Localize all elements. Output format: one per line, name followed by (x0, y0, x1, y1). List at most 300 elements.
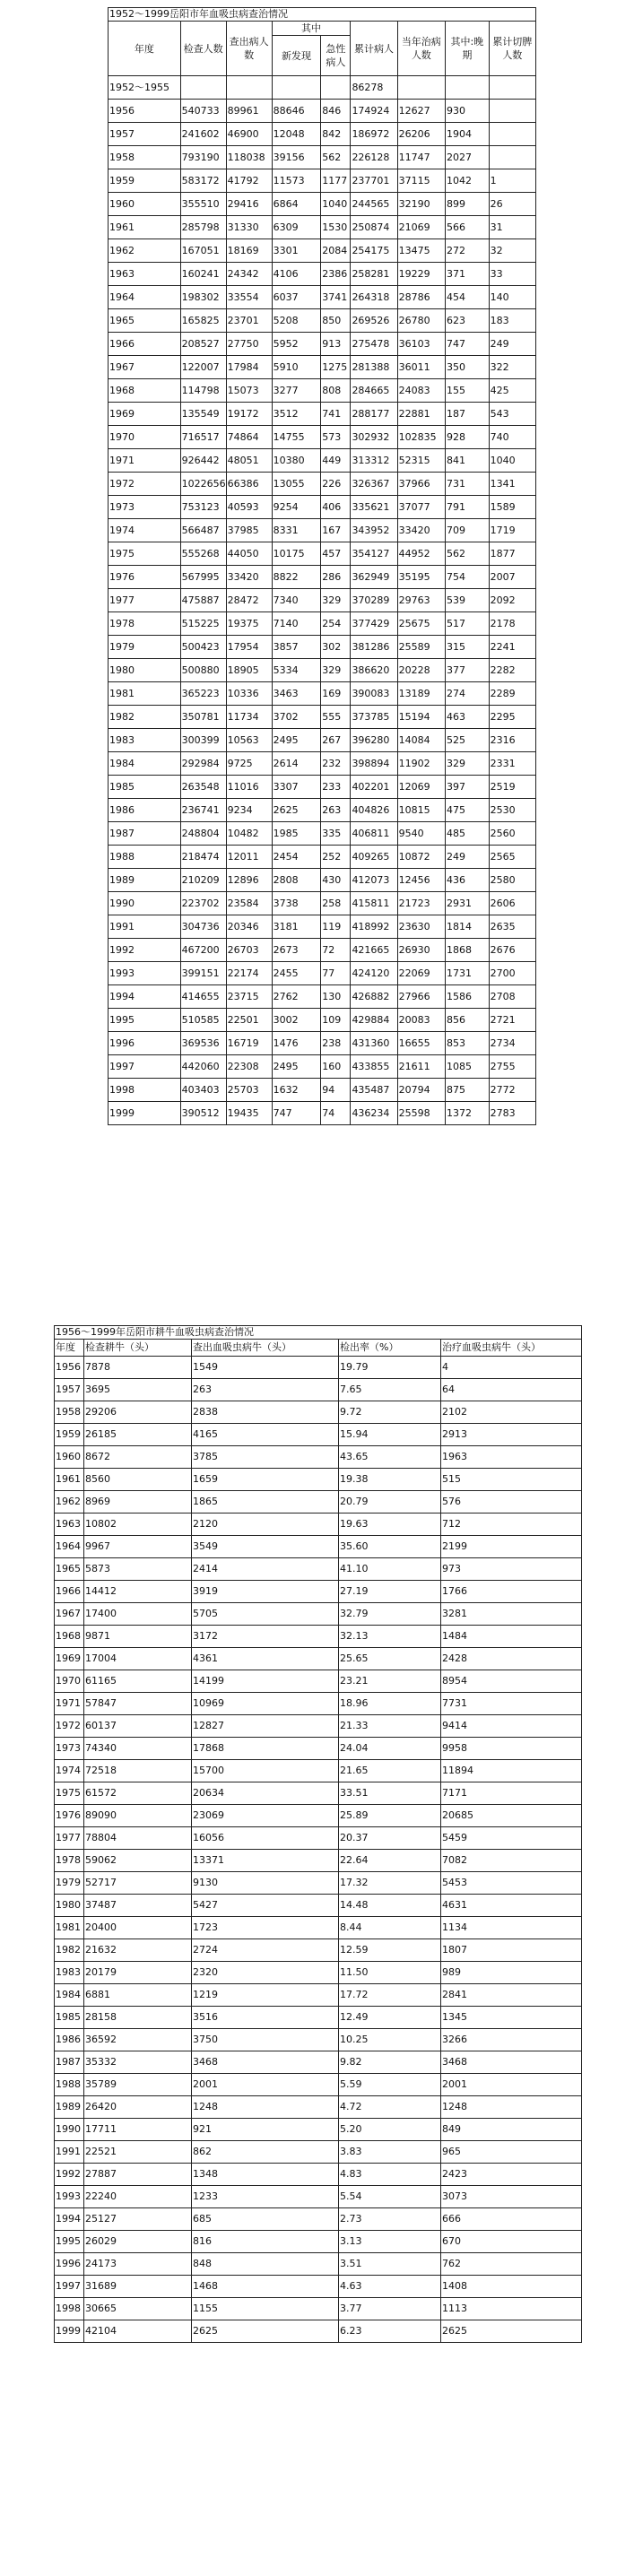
table-cell: 88646 (272, 100, 321, 123)
table-cell: 1962 (55, 1491, 84, 1514)
table-cell: 12827 (192, 1715, 339, 1738)
table-cell: 3919 (192, 1581, 339, 1603)
table-cell: 3281 (441, 1603, 582, 1626)
table-cell: 1956 (109, 100, 181, 123)
table-row (109, 239, 536, 263)
table-cell: 567995 (180, 566, 226, 589)
table-cell: 236741 (180, 799, 226, 822)
table-cell: 1632 (272, 1079, 321, 1102)
table-cell: 846 (321, 100, 351, 123)
table-row (109, 100, 536, 123)
table-cell: 540733 (180, 100, 226, 123)
table-cell (226, 76, 272, 100)
table-cell: 1372 (446, 1102, 490, 1125)
table-cell: 174924 (351, 100, 397, 123)
table-row (55, 1805, 582, 1827)
table1-caption: 1952～1999岳阳市年血吸虫病查治情况 (109, 8, 536, 22)
table-cell: 1040 (489, 449, 535, 473)
table-cell: 1983 (55, 1962, 84, 1984)
table-cell: 119 (321, 915, 351, 939)
table-cell: 2734 (489, 1032, 535, 1055)
table-row (109, 985, 536, 1009)
table-cell: 1973 (109, 496, 181, 519)
table-cell: 1998 (109, 1079, 181, 1102)
table-cell: 1972 (109, 473, 181, 496)
table-row (109, 146, 536, 169)
table-cell: 241602 (180, 123, 226, 146)
table-cell: 17984 (226, 356, 272, 379)
table-cell (489, 76, 535, 100)
table-cell: 3549 (192, 1536, 339, 1558)
table-cell: 35.60 (339, 1536, 441, 1558)
table-cell: 1275 (321, 356, 351, 379)
table-cell: 13189 (397, 682, 445, 706)
table-cell: 1989 (55, 2096, 84, 2119)
table-cell: 1983 (109, 729, 181, 752)
table-cell: 5427 (192, 1895, 339, 1917)
table-cell: 1963 (55, 1514, 84, 1536)
table-cell: 23701 (226, 309, 272, 333)
table-cell: 2282 (489, 659, 535, 682)
table-cell: 576 (441, 1491, 582, 1514)
table-cell: 19435 (226, 1102, 272, 1125)
table-cell: 8672 (84, 1446, 192, 1469)
table-cell: 371 (446, 263, 490, 286)
table-cell: 26 (489, 193, 535, 216)
table-cell: 1022656 (180, 473, 226, 496)
table-row (109, 799, 536, 822)
table-row (109, 962, 536, 985)
table-cell: 2316 (489, 729, 535, 752)
table-cell: 566 (446, 216, 490, 239)
table-cell: 29763 (397, 589, 445, 612)
table-cell: 670 (441, 2231, 582, 2253)
table-cell: 21632 (84, 1939, 192, 1962)
table-cell: 25675 (397, 612, 445, 636)
table-row (109, 915, 536, 939)
table-row (109, 846, 536, 869)
table-row (55, 1782, 582, 1805)
table-row (55, 1648, 582, 1670)
header-treated-cattle: 治疗血吸虫病牛（头） (441, 1340, 582, 1357)
table-cell: 973 (441, 1558, 582, 1581)
table-cell: 2625 (441, 2320, 582, 2343)
table-cell: 1966 (55, 1581, 84, 1603)
table-cell: 25.65 (339, 1648, 441, 1670)
table-cell: 3857 (272, 636, 321, 659)
table-row (109, 356, 536, 379)
table-cell: 226128 (351, 146, 397, 169)
table-cell: 24342 (226, 263, 272, 286)
table-cell: 1040 (321, 193, 351, 216)
table-cell: 44050 (226, 542, 272, 566)
table-row (55, 2119, 582, 2141)
table-row (109, 76, 536, 100)
table-cell: 429884 (351, 1009, 397, 1032)
table-cell: 22240 (84, 2186, 192, 2208)
table-row (109, 1032, 536, 1055)
table-cell: 436234 (351, 1102, 397, 1125)
table-cell: 26930 (397, 939, 445, 962)
table-cell: 12.49 (339, 2007, 441, 2029)
table-cell: 406 (321, 496, 351, 519)
table-cell: 329 (446, 752, 490, 776)
table-cell: 140 (489, 286, 535, 309)
table-cell: 248804 (180, 822, 226, 846)
table-cell: 2455 (272, 962, 321, 985)
table-cell: 373785 (351, 706, 397, 729)
table-cell: 9871 (84, 1626, 192, 1648)
table-cell: 515 (441, 1469, 582, 1491)
table-cell: 2931 (446, 892, 490, 915)
table-cell: 326367 (351, 473, 397, 496)
table-cell: 7340 (272, 589, 321, 612)
header-acute: 急性病人 (321, 36, 351, 76)
table-cell: 3741 (321, 286, 351, 309)
table-cell: 4.72 (339, 2096, 441, 2119)
table-cell: 1963 (109, 263, 181, 286)
table-cell: 3181 (272, 915, 321, 939)
table-row (55, 1984, 582, 2007)
table-cell: 1549 (192, 1357, 339, 1379)
table-cell: 3738 (272, 892, 321, 915)
table-row (55, 1536, 582, 1558)
table-cell: 43.65 (339, 1446, 441, 1469)
table-cell: 421665 (351, 939, 397, 962)
table-cell: 848 (192, 2253, 339, 2276)
table-cell: 22521 (84, 2141, 192, 2164)
table-cell: 762 (441, 2253, 582, 2276)
table-cell: 7082 (441, 1850, 582, 1872)
table-cell: 19.38 (339, 1469, 441, 1491)
table-cell: 965 (441, 2141, 582, 2164)
table-cell: 15.94 (339, 1424, 441, 1446)
table-cell: 1976 (55, 1805, 84, 1827)
table-cell: 26420 (84, 2096, 192, 2119)
table-cell: 1877 (489, 542, 535, 566)
table-cell: 1999 (55, 2320, 84, 2343)
table-row (55, 2208, 582, 2231)
table-cell: 475 (446, 799, 490, 822)
table-row (55, 1827, 582, 1850)
table-cell: 2783 (489, 1102, 535, 1125)
table-cell: 254175 (351, 239, 397, 263)
table-cell: 14199 (192, 1670, 339, 1693)
table-cell: 2772 (489, 1079, 535, 1102)
table-cell: 1986 (55, 2029, 84, 2051)
table-cell: 418992 (351, 915, 397, 939)
table-cell: 2120 (192, 1514, 339, 1536)
table-cell: 25589 (397, 636, 445, 659)
table-cell: 1982 (109, 706, 181, 729)
table-cell: 390512 (180, 1102, 226, 1125)
table-cell: 313312 (351, 449, 397, 473)
table-cell: 20634 (192, 1782, 339, 1805)
table-cell: 1981 (109, 682, 181, 706)
table-row (55, 1850, 582, 1872)
table-cell: 263 (321, 799, 351, 822)
table-cell: 37487 (84, 1895, 192, 1917)
table-cell: 258281 (351, 263, 397, 286)
table-cell: 1952～1955 (109, 76, 181, 100)
table-cell: 685 (192, 2208, 339, 2231)
table-cell: 2913 (441, 1424, 582, 1446)
table-cell: 1967 (109, 356, 181, 379)
table-row (109, 333, 536, 356)
table-cell: 4165 (192, 1424, 339, 1446)
table-row (109, 892, 536, 915)
table-cell: 302 (321, 636, 351, 659)
table-cell: 2721 (489, 1009, 535, 1032)
table-cell: 3702 (272, 706, 321, 729)
table-row (109, 496, 536, 519)
table-cell: 233 (321, 776, 351, 799)
table-cell: 12048 (272, 123, 321, 146)
table-row (55, 2231, 582, 2253)
table-row (109, 403, 536, 426)
table-cell: 94 (321, 1079, 351, 1102)
table-cell: 36011 (397, 356, 445, 379)
table-row (109, 1079, 536, 1102)
table-cell: 27750 (226, 333, 272, 356)
table-cell: 5334 (272, 659, 321, 682)
table-cell: 22.64 (339, 1850, 441, 1872)
table-cell: 198302 (180, 286, 226, 309)
table-cell: 13475 (397, 239, 445, 263)
table-cell: 1957 (109, 123, 181, 146)
table-cell: 816 (192, 2231, 339, 2253)
table-row (109, 939, 536, 962)
table-cell: 517 (446, 612, 490, 636)
table-cell: 1977 (55, 1827, 84, 1850)
table-cell: 390083 (351, 682, 397, 706)
table-cell: 1990 (55, 2119, 84, 2141)
table-cell: 10336 (226, 682, 272, 706)
table-cell: 1980 (109, 659, 181, 682)
table-cell: 9234 (226, 799, 272, 822)
table-cell: 135549 (180, 403, 226, 426)
table-cell: 59062 (84, 1850, 192, 1872)
table-cell: 11016 (226, 776, 272, 799)
table-cell: 1085 (446, 1055, 490, 1079)
table-cell: 1988 (109, 846, 181, 869)
table-cell: 89090 (84, 1805, 192, 1827)
table-row (55, 1715, 582, 1738)
table-row (109, 612, 536, 636)
table-cell: 1969 (55, 1648, 84, 1670)
table-cell: 160241 (180, 263, 226, 286)
table-cell: 928 (446, 426, 490, 449)
table-cell: 22069 (397, 962, 445, 985)
table-cell: 1976 (109, 566, 181, 589)
table-row (55, 2186, 582, 2208)
table-cell: 2414 (192, 1558, 339, 1581)
table-cell: 9254 (272, 496, 321, 519)
table-cell: 2428 (441, 1648, 582, 1670)
table-cell: 2625 (272, 799, 321, 822)
table-cell: 9414 (441, 1715, 582, 1738)
table-cell: 30665 (84, 2298, 192, 2320)
table-row (55, 1491, 582, 1514)
table-cell: 17400 (84, 1603, 192, 1626)
table-cell: 1974 (109, 519, 181, 542)
table-cell: 1248 (441, 2096, 582, 2119)
table-row (109, 542, 536, 566)
table-cell: 258 (321, 892, 351, 915)
table-cell: 1586 (446, 985, 490, 1009)
table-cell: 19229 (397, 263, 445, 286)
table-cell: 244565 (351, 193, 397, 216)
table-cell: 1995 (55, 2231, 84, 2253)
table-cell: 1984 (55, 1984, 84, 2007)
table-cell: 23715 (226, 985, 272, 1009)
table-cell: 18905 (226, 659, 272, 682)
table-cell: 35195 (397, 566, 445, 589)
table-cell: 2614 (272, 752, 321, 776)
table-cell: 17.72 (339, 1984, 441, 2007)
table-cell: 26029 (84, 2231, 192, 2253)
table-cell: 7731 (441, 1693, 582, 1715)
table-cell: 402201 (351, 776, 397, 799)
table-cell: 1997 (109, 1055, 181, 1079)
table-cell: 31330 (226, 216, 272, 239)
table-cell: 9540 (397, 822, 445, 846)
table-cell: 403403 (180, 1079, 226, 1102)
table-cell: 377429 (351, 612, 397, 636)
table-cell: 187 (446, 403, 490, 426)
table-row (109, 449, 536, 473)
table-cell: 1970 (55, 1670, 84, 1693)
table-cell: 8.44 (339, 1917, 441, 1939)
table-cell: 1960 (55, 1446, 84, 1469)
table-cell: 1967 (55, 1603, 84, 1626)
table-cell: 25598 (397, 1102, 445, 1125)
table-cell: 5910 (272, 356, 321, 379)
table-cell: 583172 (180, 169, 226, 193)
table-cell: 4631 (441, 1895, 582, 1917)
table-cell: 118038 (226, 146, 272, 169)
table-cell: 1968 (109, 379, 181, 403)
table-cell: 1973 (55, 1738, 84, 1760)
table-cell: 1961 (109, 216, 181, 239)
table-cell: 397 (446, 776, 490, 799)
table-cell: 793190 (180, 146, 226, 169)
table-cell: 386620 (351, 659, 397, 682)
table-cell: 2580 (489, 869, 535, 892)
table-cell: 19.79 (339, 1357, 441, 1379)
table-cell: 267 (321, 729, 351, 752)
table-cell (489, 146, 535, 169)
table-cell: 6881 (84, 1984, 192, 2007)
header-year: 年度 (55, 1340, 84, 1357)
table-cell: 10969 (192, 1693, 339, 1715)
table-cell: 3468 (192, 2051, 339, 2074)
table-cell: 3695 (84, 1379, 192, 1401)
table-cell: 302932 (351, 426, 397, 449)
table-cell: 21.65 (339, 1760, 441, 1782)
table-cell: 16655 (397, 1032, 445, 1055)
table-cell: 5.20 (339, 2119, 441, 2141)
table-cell: 1984 (109, 752, 181, 776)
table-cell: 208527 (180, 333, 226, 356)
table-cell: 3516 (192, 2007, 339, 2029)
table-cell: 167 (321, 519, 351, 542)
table-row (109, 1009, 536, 1032)
table-row (55, 2051, 582, 2074)
table-row (55, 1469, 582, 1491)
table-cell: 454 (446, 286, 490, 309)
table-cell: 17868 (192, 1738, 339, 1760)
table-cell: 2838 (192, 1401, 339, 1424)
table-cell: 4 (441, 1357, 582, 1379)
table-cell: 1964 (55, 1536, 84, 1558)
table-cell: 1766 (441, 1581, 582, 1603)
table-cell: 10380 (272, 449, 321, 473)
table-cell: 155 (446, 379, 490, 403)
table-cell: 7.65 (339, 1379, 441, 1401)
table-cell: 122007 (180, 356, 226, 379)
table-row (55, 2253, 582, 2276)
table-cell: 61572 (84, 1782, 192, 1805)
table-cell: 350 (446, 356, 490, 379)
table-cell: 286 (321, 566, 351, 589)
table-cell: 304736 (180, 915, 226, 939)
table-cell: 396280 (351, 729, 397, 752)
header-group: 其中 (272, 22, 351, 36)
table-cell: 4106 (272, 263, 321, 286)
table-row (109, 426, 536, 449)
table-row (109, 566, 536, 589)
table-cell: 2289 (489, 682, 535, 706)
table-cell: 2199 (441, 1536, 582, 1558)
table-cell: 399151 (180, 962, 226, 985)
table-cell: 716517 (180, 426, 226, 449)
table-cell: 226 (321, 473, 351, 496)
table-cell: 3750 (192, 2029, 339, 2051)
table-row (55, 1581, 582, 1603)
table-cell: 430 (321, 869, 351, 892)
table-cell: 343952 (351, 519, 397, 542)
table-cell: 1959 (55, 1424, 84, 1446)
table-cell: 6309 (272, 216, 321, 239)
table-cell: 425 (489, 379, 535, 403)
table-cell: 1 (489, 169, 535, 193)
table-cell: 11902 (397, 752, 445, 776)
header-examined: 检查人数 (180, 22, 226, 76)
table-cell: 12627 (397, 100, 445, 123)
table-cell: 415811 (351, 892, 397, 915)
table-cell: 10815 (397, 799, 445, 822)
table-cell: 1961 (55, 1469, 84, 1491)
table-cell: 2635 (489, 915, 535, 939)
table-cell: 1969 (109, 403, 181, 426)
table-cell: 4361 (192, 1648, 339, 1670)
table-cell: 709 (446, 519, 490, 542)
table-cell: 1476 (272, 1032, 321, 1055)
table-cell: 449 (321, 449, 351, 473)
table-cell: 8560 (84, 1469, 192, 1491)
table2-caption: 1956～1999年岳阳市耕牛血吸虫病查治情况 (55, 1326, 582, 1340)
header-patients: 查出病人数 (226, 22, 272, 76)
table-cell: 22881 (397, 403, 445, 426)
table-cell: 23069 (192, 1805, 339, 1827)
table-cell: 1970 (109, 426, 181, 449)
table-row (55, 1401, 582, 1424)
table-cell: 41792 (226, 169, 272, 193)
human-schistosomiasis-table (108, 7, 536, 1125)
table-cell: 1999 (109, 1102, 181, 1125)
table-cell: 1990 (109, 892, 181, 915)
